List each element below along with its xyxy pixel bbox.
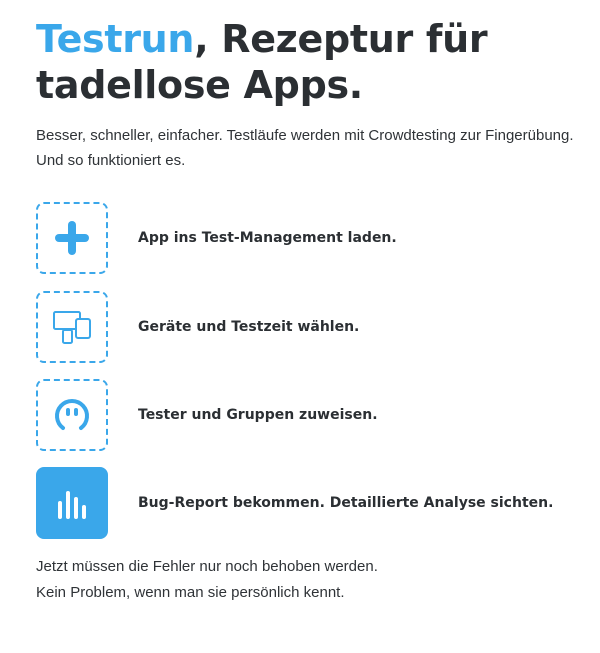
step-upload-app (36, 200, 596, 276)
step-label: Tester und Gruppen zuweisen. (138, 407, 378, 423)
step-assign-testers (36, 377, 596, 453)
step-label: Bug-Report bekommen. Detaillierte Analyse sichten. (138, 495, 554, 511)
intro-text: Besser, schneller, einfacher. Testläufe werden mit Crowdtesting zur Fingerübung. Und so funktioniert es. (36, 127, 574, 169)
outro-line2: Kein Problem, wenn man sie persönlich kennt. (36, 584, 345, 601)
bar-chart-icon (52, 483, 92, 523)
step-icon-box (36, 379, 108, 451)
step-icon-box (36, 202, 108, 274)
brand-name: Testrun (36, 17, 195, 61)
step-bug-report (36, 465, 596, 541)
devices-icon (51, 309, 93, 345)
outro-line1: Jetzt müssen die Fehler nur noch behoben werden. (36, 558, 378, 575)
step-label: Geräte und Testzeit wählen. (138, 319, 360, 335)
step-label: App ins Test-Management laden. (138, 230, 397, 246)
step-icon-box (36, 467, 108, 539)
step-icon-box (36, 291, 108, 363)
page-title (36, 16, 487, 108)
face-icon (52, 395, 92, 435)
title-line2: tadellose Apps. (36, 63, 363, 107)
title-line1-rest: , Rezeptur für (194, 17, 488, 61)
step-select-devices (36, 289, 596, 365)
outro-text (36, 554, 378, 606)
plus-icon (52, 218, 92, 258)
